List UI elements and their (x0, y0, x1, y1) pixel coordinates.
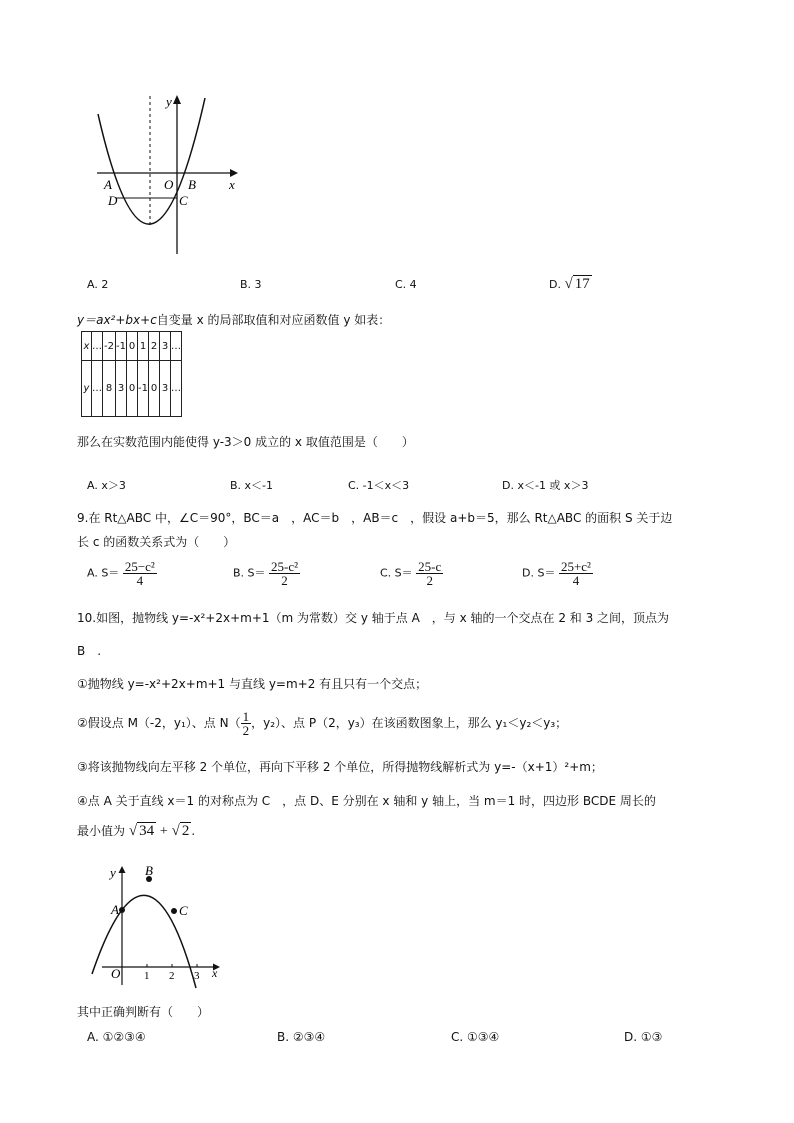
q9-option-b-prefix: B. S＝ (233, 566, 266, 580)
q10-s4-sqrt-1: √ 34 (128, 823, 155, 839)
q10-s2-fraction (241, 710, 252, 737)
table-cell: 8 (103, 361, 116, 417)
q7-option-a: A. 2 (87, 278, 109, 291)
q10-option-b: B. ②③④ (277, 1030, 326, 1044)
q9-line2: 长 c 的函数关系式为（ ） (77, 535, 236, 549)
q10-s4-sqrt-2: √ 2 (171, 823, 190, 839)
radicand: 2 (181, 823, 190, 839)
q7-x-label: x (229, 177, 235, 192)
q7-b-label: B (188, 177, 196, 192)
q9-line1: 9.在 Rt△ABC 中，∠C＝90°，BC＝a ，AC＝b ，AB＝c ，假设 a+b＝5，那么 Rt△ABC 的面积 S 关于边 (77, 511, 673, 525)
q10-o-label: O (111, 966, 121, 981)
q10-statement-1: ①抛物线 y=-x²+2x+m+1 与直线 y=m+2 有且只有一个交点； (77, 677, 428, 691)
q10-statement-3: ③将该抛物线向左平移 2 个单位，再向下平移 2 个单位，所得抛物线解析式为 y=-（x+1）²+m； (77, 760, 603, 774)
table-cell: … (92, 332, 103, 361)
fraction-denominator: 2 (242, 723, 250, 738)
q9-option-d-prefix: D. S＝ (522, 566, 556, 580)
q7-a-label: A (104, 177, 112, 192)
q10-statement-2 (77, 710, 567, 737)
table-cell: 1 (138, 332, 149, 361)
q10-option-d: D. ①③ (624, 1030, 663, 1044)
q9-option-c-fraction (416, 560, 443, 587)
q10-s2-pre: ②假设点 M（-2，y₁）、点 N（ (77, 716, 241, 730)
q8-option-a: A. x＞3 (87, 479, 126, 492)
q9-option-a-prefix: A. S＝ (87, 566, 120, 580)
q7-option-c: C. 4 (395, 278, 417, 291)
q10-s4-end: . (191, 824, 196, 838)
q7-option-b: B. 3 (240, 278, 262, 291)
q10-line2: B . (77, 644, 102, 658)
q9-option-d-fraction (559, 560, 593, 587)
table-cell: 0 (127, 361, 138, 417)
q8-option-c: C. -1＜x＜3 (348, 479, 410, 492)
q10-tick-2: 2 (169, 970, 175, 982)
q8-option-b: B. x＜-1 (230, 479, 274, 492)
q10-tick-3: 3 (194, 970, 200, 982)
table-cell: … (171, 361, 182, 417)
q8-question: 那么在实数范围内能使得 y-3＞0 成立的 x 取值范围是（ ） (77, 435, 414, 449)
q7-d-label: D (108, 193, 118, 208)
fraction-numerator: 25-c (418, 559, 442, 574)
q10-y-label: y (110, 865, 116, 880)
q10-s4-plus: + (159, 824, 168, 839)
q9-option-b (233, 560, 300, 587)
table-cell: 0 (127, 332, 138, 361)
q8-option-d: D. x＜-1 或 x＞3 (502, 479, 589, 492)
q10-x-label: x (212, 966, 218, 980)
q10-option-a: A. ①②③④ (87, 1030, 146, 1044)
table-cell: -1 (116, 332, 127, 361)
q10-statement-4-line1: ④点 A 关于直线 x＝1 的对称点为 C ，点 D、E 分别在 x 轴和 y 轴上，当 m＝1 时，四边形 BCDE 周长的 (77, 794, 656, 808)
q10-s2-post: ，y₂）、点 P（2，y₃）在该函数图象上，那么 y₁＜y₂＜y₃； (251, 716, 568, 730)
fraction-denominator: 4 (572, 573, 580, 588)
q10-question: 其中正确判断有（ ） (77, 1005, 210, 1019)
fraction-denominator: 2 (281, 573, 288, 588)
q10-s4-pre: 最小值为 (77, 824, 126, 838)
q9-option-a-fraction (123, 560, 157, 587)
q8-value-table (81, 331, 182, 417)
q8-stem-func: y＝ax²+bx+c (77, 313, 157, 327)
table-cell: 0 (149, 361, 160, 417)
q7-option-d-radicand: 17 (574, 276, 590, 292)
q9-option-c-prefix: C. S＝ (380, 566, 413, 580)
table-cell: 3 (160, 332, 171, 361)
fraction-denominator: 4 (136, 573, 144, 588)
q7-o-label: O (164, 177, 174, 192)
fraction-numerator: 1 (242, 709, 250, 724)
fraction-denominator: 2 (426, 573, 433, 588)
q7-c-label: C (179, 193, 188, 208)
q10-statement-4-line2 (77, 822, 195, 840)
q10-line1: 10.如图，抛物线 y=-x²+2x+m+1（m 为常数）交 y 轴于点 A ，与 x 轴的一个交点在 2 和 3 之间，顶点为 (77, 611, 670, 625)
radicand: 34 (139, 823, 155, 839)
table-cell: -1 (138, 361, 149, 417)
q7-y-label: y (166, 94, 172, 109)
table-cell: … (92, 361, 103, 417)
q10-c-label: C (179, 903, 188, 918)
q9-option-c (380, 560, 443, 587)
fraction-numerator: 25+c² (560, 559, 591, 574)
table-cell: … (171, 332, 182, 361)
q10-b-label: B (145, 863, 153, 878)
q7-parabola-graph (92, 92, 252, 262)
fraction-numerator: 25-c² (271, 559, 299, 574)
q10-a-label: A (111, 902, 119, 917)
q8-stem (77, 311, 390, 328)
q7-option-d-sqrt: √ 17 (564, 276, 590, 292)
q8-x-row (82, 332, 182, 361)
q10-parabola-graph (86, 860, 226, 990)
table-cell: 3 (116, 361, 127, 417)
table-cell: -2 (103, 332, 116, 361)
fraction-numerator: 25−c² (124, 559, 155, 574)
q7-option-d-prefix: D. (549, 278, 561, 291)
q9-option-a (87, 560, 157, 587)
q9-option-d (522, 560, 593, 587)
table-cell: 3 (160, 361, 171, 417)
q8-y-row (82, 361, 182, 417)
q8-x-head: x (83, 340, 90, 352)
q7-option-d (549, 276, 592, 293)
table-cell: 2 (149, 332, 160, 361)
q10-option-c: C. ①③④ (451, 1030, 500, 1044)
q8-y-head: y (83, 383, 90, 394)
q9-option-b-fraction (269, 560, 300, 587)
q10-tick-1: 1 (144, 970, 150, 982)
q8-stem-rest: 自变量 x 的局部取值和对应函数值 y 如表： (156, 313, 391, 327)
